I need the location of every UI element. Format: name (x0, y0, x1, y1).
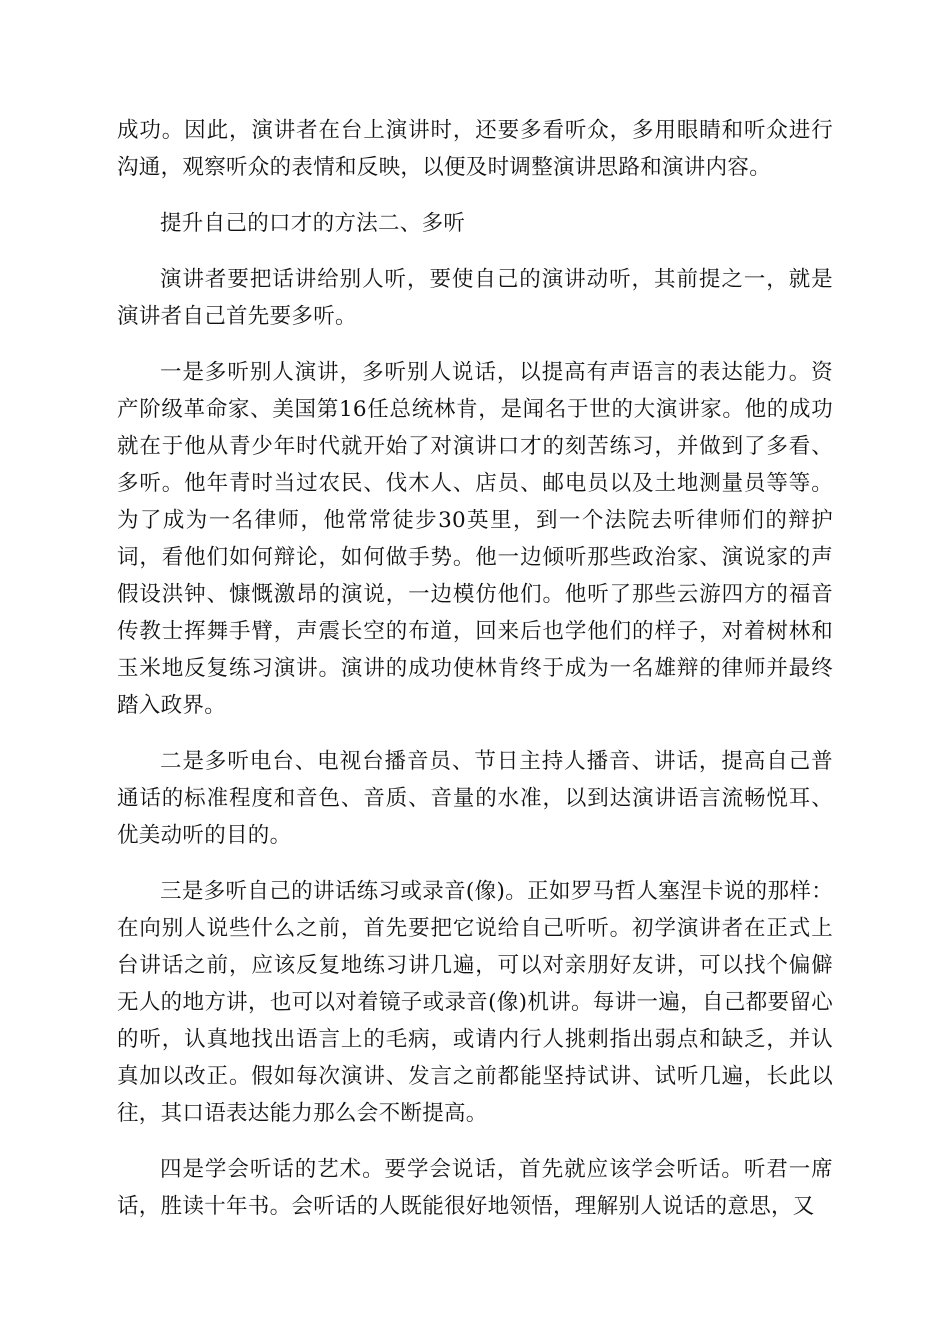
paragraph-4: 一是多听别人演讲，多听别人说话，以提高有声语言的表达能力。资产阶级革命家、美国第16任总统林肯，是闻名于世的大演讲家。他的成功就在于他从青少年时代就开始了对演讲口才的刻苦练习，并做到了多看、多听。他年青时当过农民、伐木人、店员、邮电员以及土地测量员等等。为了成为一名律师，他常常徒步30英里，到一个法院去听律师们的辩护词，看他们如何辩论，如何做手势。他一边倾听那些政治家、演说家的声假设洪钟、慷慨激昂的演说，一边模仿他们。他听了那些云游四方的福音传教士挥舞手臂，声震长空的布道，回来后也学他们的样子，对着树林和玉米地反复练习演讲。演讲的成功使林肯终于成为一名雄辩的律师并最终踏入政界。 (117, 360, 833, 718)
paragraph-3: 演讲者要把话讲给别人听，要使自己的演讲动听，其前提之一，就是演讲者自己首先要多听。 (117, 267, 833, 329)
paragraph-7: 四是学会听话的艺术。要学会说话，首先就应该学会听话。听君一席话，胜读十年书。会听话的人既能很好地领悟，理解别人说话的意思，又 (117, 1157, 833, 1219)
document-body (117, 112, 833, 1244)
section-heading-method-two: 提升自己的口才的方法二、多听 (160, 211, 466, 236)
paragraph-1: 成功。因此，演讲者在台上演讲时，还要多看听众，多用眼睛和听众进行沟通，观察听众的表情和反映，以便及时调整演讲思路和演讲内容。 (117, 118, 833, 180)
paragraph-6: 三是多听自己的讲话练习或录音(像)。正如罗马哲人塞涅卡说的那样：在向别人说些什么之前，首先要把它说给自己听听。初学演讲者在正式上台讲话之前，应该反复地练习讲几遍，可以对亲朋好友讲，可以找个偏僻无人的地方讲，也可以对着镜子或录音(像)机讲。每讲一遍，自己都要留心的听，认真地找出语言上的毛病，或请内行人挑刺指出弱点和缺乏，并认真加以改正。假如每次演讲、发言之前都能坚持试讲、试听几遍，长此以往，其口语表达能力那么会不断提高。 (117, 879, 833, 1126)
paragraph-5: 二是多听电台、电视台播音员、节日主持人播音、讲话，提高自己普通话的标准程度和音色、音质、音量的水准，以到达演讲语言流畅悦耳、优美动听的目的。 (117, 749, 833, 848)
